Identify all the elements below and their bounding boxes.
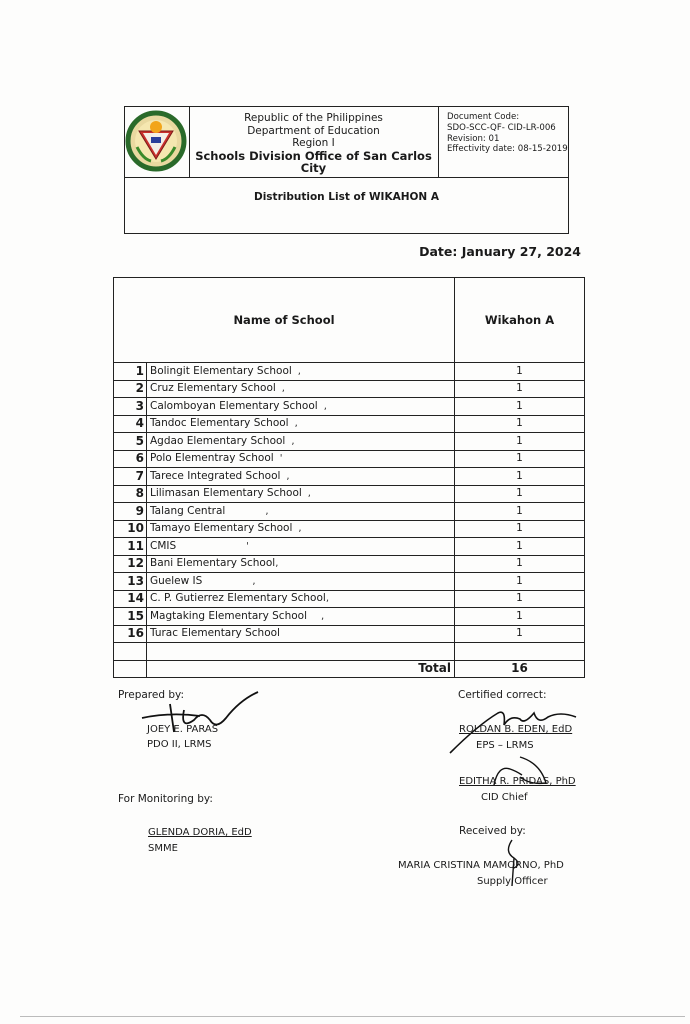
table-row [114,590,585,608]
distribution-table [113,277,585,678]
check-tick-icon: ' [246,540,249,552]
school-name: Cruz Elementary School , [147,380,455,398]
check-tick-icon: , [325,593,330,605]
quantity: 1 [455,450,585,468]
division-office-line: Schools Division Office of San Carlos City [195,148,432,175]
table-total-row [114,660,585,678]
check-tick-icon: , [294,418,298,430]
school-name: CMIS ' [147,538,455,556]
row-number: 14 [114,590,147,608]
revision: Revision: 01 [447,133,500,144]
logo-cell [125,107,190,177]
quantity: 1 [455,538,585,556]
check-tick-icon: , [252,575,256,587]
table-row [114,625,585,643]
row-number: 5 [114,433,147,451]
check-tick-icon: , [298,523,302,535]
row-number: 3 [114,398,147,416]
quantity: 1 [455,590,585,608]
table-row [114,573,585,591]
row-number: 12 [114,555,147,573]
row-number: 4 [114,415,147,433]
document-code-cell [441,107,568,177]
quantity: 1 [455,485,585,503]
table-row [114,450,585,468]
effectivity-date: Effectivity date: 08-15-2019 [447,144,568,155]
check-tick-icon: , [275,558,279,570]
table-row [114,555,585,573]
table-row-empty [114,643,585,661]
row-number: 11 [114,538,147,556]
row-number: 9 [114,503,147,521]
table-row [114,608,585,626]
quantity: 1 [455,555,585,573]
school-name: Bolingit Elementary School , [147,363,455,381]
monitoring-label: For Monitoring by: [118,793,213,805]
received-name: MARIA CRISTINA MAMORNO, PhD [398,860,564,871]
quantity: 1 [455,625,585,643]
row-number: 1 [114,363,147,381]
column-header-wikahon: Wikahon A [455,278,585,363]
table-row [114,433,585,451]
received-label: Received by: [459,825,526,837]
school-name: Agdao Elementary School , [147,433,455,451]
school-name: Turac Elementary School [147,625,455,643]
quantity: 1 [455,363,585,381]
cid-chief-role: CID Chief [481,792,528,803]
certified-label: Certified correct: [458,689,547,701]
doc-code-label: Document Code: [447,112,520,122]
certified-name: ROLDAN B. EDEN, EdD [459,724,573,735]
check-tick-icon: , [321,610,325,622]
table-row [114,398,585,416]
quantity: 1 [455,503,585,521]
table-row [114,503,585,521]
school-name: C. P. Gutierrez Elementary School, [147,590,455,608]
quantity: 1 [455,398,585,416]
scan-edge-line [20,1016,685,1017]
total-label: Total [147,660,455,678]
row-number: 7 [114,468,147,486]
total-value: 16 [455,660,585,678]
school-name: Bani Elementary School, [147,555,455,573]
prepared-by-role: PDO II, LRMS [147,739,212,750]
monitoring-role: SMME [148,843,178,854]
table-row [114,363,585,381]
signature-pridas-icon [490,755,560,795]
row-number: 6 [114,450,147,468]
cid-chief-name: EDITHA R. PRIDAS, PhD [459,776,576,787]
row-number: 10 [114,520,147,538]
sdo-seal-icon [125,107,187,175]
certified-role: EPS – LRMS [476,740,534,751]
quantity: 1 [455,468,585,486]
document-title: Distribution List of WIKAHON A [253,191,439,203]
school-name: Tamayo Elementary School , [147,520,455,538]
school-name: Calomboyan Elementary School , [147,398,455,416]
agency-title-cell [189,107,439,177]
quantity: 1 [455,608,585,626]
school-name: Guelew IS , [147,573,455,591]
check-tick-icon: ' [279,453,283,465]
doc-code-value: SDO-SCC-QF- CID-LR-006 [447,122,556,133]
school-name: Polo Elementray School ' [147,450,455,468]
table-row [114,485,585,503]
quantity: 1 [455,433,585,451]
table-row [114,538,585,556]
school-name: Tandoc Elementary School , [147,415,455,433]
row-number: 15 [114,608,147,626]
table-header-row [114,278,585,363]
table-row [114,415,585,433]
monitoring-name: GLENDA DORIA, EdD [148,827,252,838]
school-name: Magtaking Elementary School , [147,608,455,626]
prepared-by-name: JOEY E. PARAS [147,724,219,735]
school-name: Lilimasan Elementary School , [147,485,455,503]
check-tick-icon: , [281,383,285,395]
check-tick-icon: , [307,488,311,500]
document-header-box [124,106,569,234]
row-number: 13 [114,573,147,591]
row-number: 16 [114,625,147,643]
region-line: Region I [292,137,335,149]
quantity: 1 [455,415,585,433]
row-number: 2 [114,380,147,398]
department-line: Department of Education [247,124,380,137]
received-role: Supply Officer [477,876,548,887]
table-row [114,380,585,398]
document-date: Date: January 27, 2024 [419,244,581,259]
school-name: Talang Central , [147,503,455,521]
row-number: 8 [114,485,147,503]
check-tick-icon: , [286,470,290,482]
check-tick-icon: , [323,400,327,412]
quantity: 1 [455,573,585,591]
check-tick-icon: , [291,435,295,447]
prepared-by-label: Prepared by: [118,689,184,701]
quantity: 1 [455,520,585,538]
table-row [114,520,585,538]
check-tick-icon: , [265,505,269,517]
column-header-school: Name of School [114,278,455,363]
republic-line: Republic of the Philippines [244,112,383,124]
school-name: Tarece Integrated School , [147,468,455,486]
check-tick-icon: , [297,365,301,377]
header-top-row [125,107,568,178]
quantity: 1 [455,380,585,398]
table-row [114,468,585,486]
